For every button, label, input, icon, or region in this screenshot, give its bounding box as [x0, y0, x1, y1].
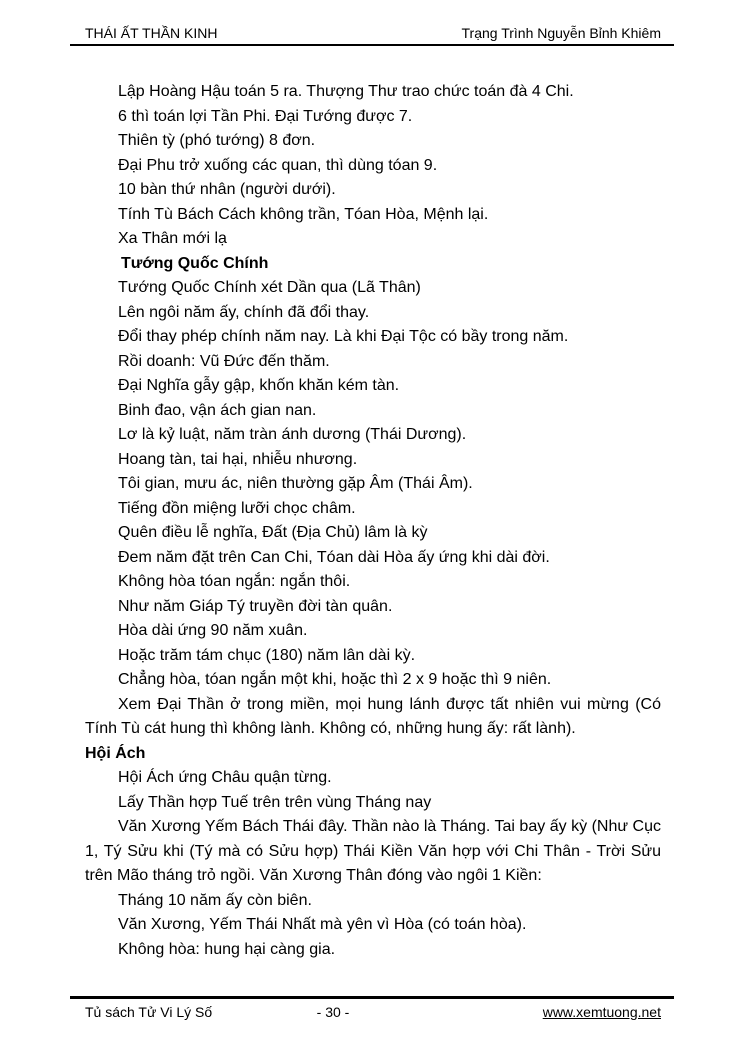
page-footer	[85, 1003, 661, 1021]
page-body	[85, 80, 661, 962]
paragraph: Lấy Thần hợp Tuế trên trên vùng Tháng nay	[118, 793, 432, 811]
paragraph: Đại Nghĩa gẫy gập, khốn khăn kém tàn.	[118, 377, 400, 394]
page-header	[85, 24, 661, 42]
paragraph: Tính Tù Bách Cách không trần, Tóan Hòa, Mệnh lại.	[118, 205, 489, 223]
footer-series-title: Tủ sách Tử Vi Lý Số	[85, 1004, 213, 1020]
paragraph: Không hòa: hung hại càng gia.	[118, 940, 336, 958]
paragraph: Đem năm đặt trên Can Chi, Tóan dài Hòa ấy ứng khi dài đời.	[118, 548, 550, 566]
paragraph: Hoang tàn, tai hại, nhiễu nhương.	[118, 450, 358, 468]
paragraph: Lập Hoàng Hậu toán 5 ra. Thượng Thư trao chức toán đà 4 Chi.	[118, 83, 574, 100]
paragraph: Tháng 10 năm ấy còn biên.	[118, 891, 312, 909]
paragraph: Rồi doanh: Vũ Đức đến thăm.	[118, 352, 330, 370]
paragraph: Hòa dài ứng 90 năm xuân.	[118, 622, 308, 639]
header-title: THÁI ẤT THẦN KINH	[85, 25, 218, 41]
paragraph: Tiếng đồn miệng lưỡi chọc châm.	[118, 499, 356, 517]
paragraph: 10 bàn thứ nhân (người dưới).	[118, 181, 336, 198]
header-author: Trạng Trình Nguyễn Bỉnh Khiêm	[461, 25, 661, 41]
paragraph: Đại Phu trở xuống các quan, thì dùng tóan 9.	[118, 156, 438, 174]
header-rule	[70, 44, 674, 46]
paragraph: Xem Đại Thần ở trong miền, mọi hung lánh được tất nhiên vui mừng (Có Tính Tù cát hung thì không lành. Không có, những hung ấy: rất lành).	[85, 695, 661, 737]
section-heading: Tướng Quốc Chính	[121, 254, 269, 272]
paragraph: Văn Xương Yếm Bách Thái đây. Thần nào là Tháng. Tai bay ấy kỳ (Như Cục 1, Tý Sửu khi (Tý mà có Sửu hợp) Thái Kiền Văn hợp với Chi Thân - Trời Sửu trên Mão tháng trỏ ngồi. Văn Xương Thân đóng vào ngôi 1 Kiền:	[85, 818, 661, 884]
paragraph: Chẳng hòa, tóan ngắn một khi, hoặc thì 2 x 9 hoặc thì 9 niên.	[118, 671, 552, 688]
paragraph: Như năm Giáp Tý truyền đời tàn quân.	[118, 597, 393, 615]
paragraph: Hội Ách ứng Châu quận từng.	[118, 769, 332, 786]
footer-website-link[interactable]: www.xemtuong.net	[542, 1004, 661, 1020]
paragraph: Lên ngôi năm ấy, chính đã đổi thay.	[118, 303, 370, 321]
paragraph: Tướng Quốc Chính xét Dần qua (Lã Thân)	[118, 279, 421, 296]
paragraph: Hoặc trăm tám chục (180) năm lân dài kỳ.	[118, 646, 416, 664]
footer-rule	[70, 996, 674, 999]
footer-page-number: - 30 -	[316, 1004, 350, 1020]
paragraph: Thiên tỳ (phó tướng) 8 đơn.	[118, 132, 316, 149]
paragraph: Văn Xương, Yếm Thái Nhất mà yên vì Hòa (có toán hòa).	[118, 916, 527, 933]
paragraph: Binh đao, vận ách gian nan.	[118, 401, 317, 419]
paragraph: Đổi thay phép chính năm nay. Là khi Đại Tộc có bầy trong năm.	[118, 328, 569, 345]
paragraph: Lơ là kỷ luật, năm tràn ánh dương (Thái Dương).	[118, 426, 467, 443]
paragraph: Không hòa tóan ngắn: ngắn thôi.	[118, 573, 351, 590]
paragraph: Tôi gian, mưu ác, niên thường gặp Âm (Thái Âm).	[118, 475, 473, 492]
paragraph: 6 thì toán lợi Tần Phi. Đại Tướng được 7.	[118, 107, 413, 125]
section-heading: Hội Ách	[85, 744, 146, 762]
paragraph: Xa Thân mới lạ	[118, 230, 227, 247]
paragraph: Quên điều lễ nghĩa, Đất (Địa Chủ) lâm là kỳ	[118, 524, 428, 541]
